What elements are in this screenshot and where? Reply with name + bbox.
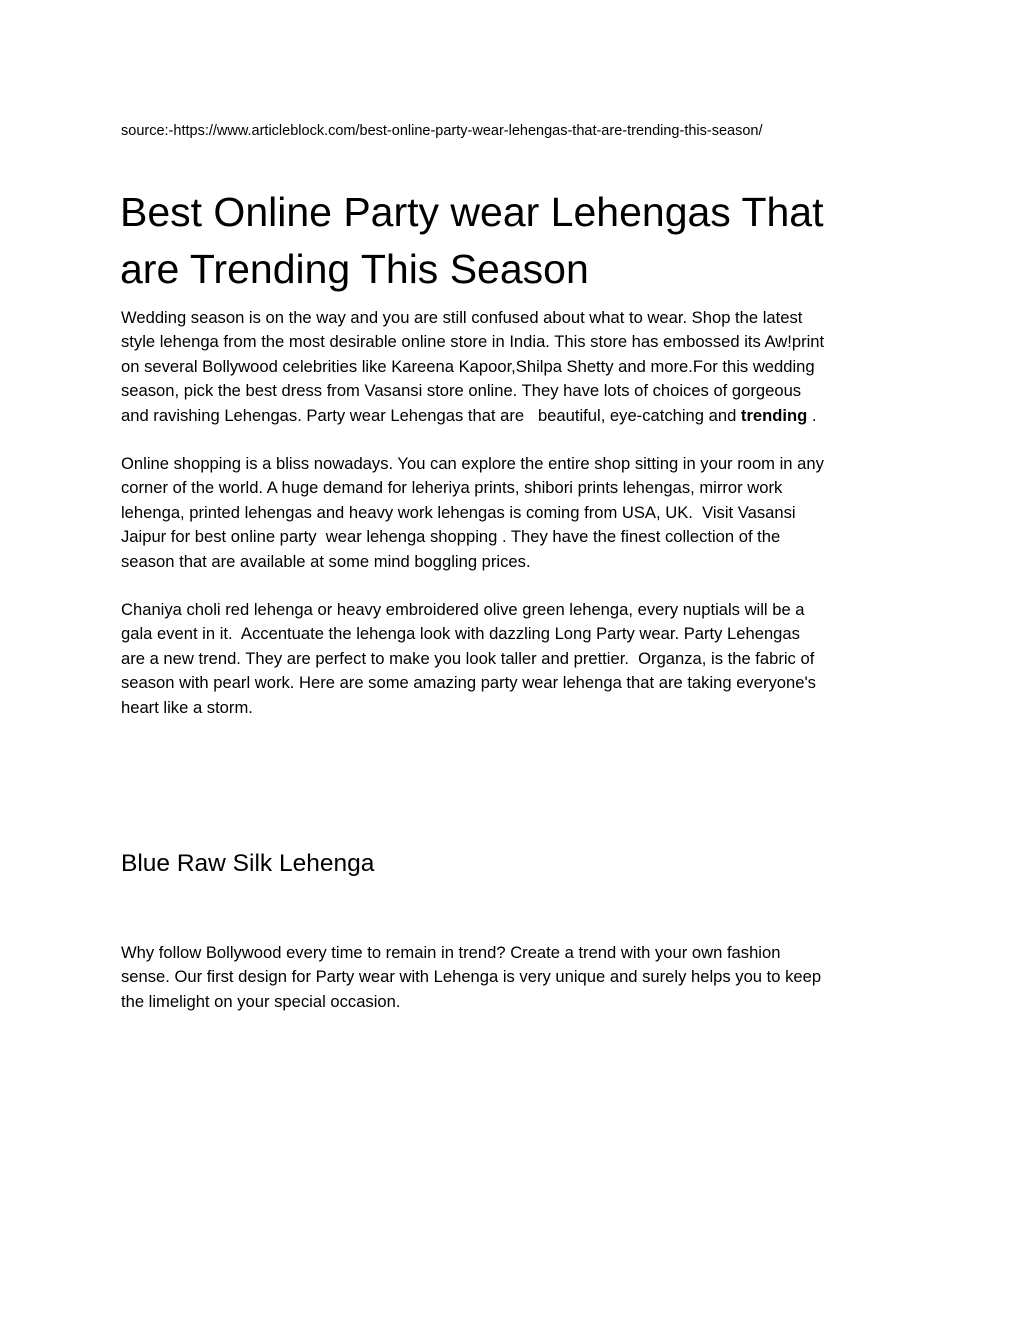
text-segment: . (807, 405, 817, 425)
title-line: are Trending This Season (120, 246, 589, 292)
paragraph-blue-raw-silk (121, 941, 911, 1014)
text-line: style lehenga from the most desirable online store in India. This store has embossed its Aw!print (121, 332, 825, 352)
text-line: season, pick the best dress from Vasansi store online. They have lots of choices of gorgeous (121, 381, 802, 401)
text-line (121, 404, 911, 428)
text-line: Chaniya choli red lehenga or heavy embroidered olive green lehenga, every nuptials will be a (121, 600, 805, 619)
text-line: gala event in it. Accentuate the lehenga look with dazzling Long Party wear. Party Lehengas (121, 624, 800, 644)
text-line: season that are available at some mind boggling prices. (121, 551, 531, 571)
text-line: on several Bollywood celebrities like Kareena Kapoor,Shilpa Shetty and more.For this wedding (121, 356, 815, 376)
text-line: Why follow Bollywood every time to remain in trend? Create a trend with your own fashion (121, 943, 781, 962)
text-line: heart like a storm. (121, 697, 253, 717)
text-line: corner of the world. A huge demand for leheriya prints, shibori prints lehengas, mirror work (121, 478, 783, 498)
bold-keyword: trending (740, 405, 808, 425)
text-line: Jaipur for best online party wear lehenga shopping . They have the finest collection of the (121, 527, 781, 547)
article-title (120, 184, 920, 298)
text-line: season with pearl work. Here are some amazing party wear lehenga that are taking everyone's (121, 673, 816, 693)
section-heading: Blue Raw Silk Lehenga (121, 850, 375, 877)
paragraph-chaniya-choli (121, 598, 911, 720)
text-segment: and ravishing Lehengas. Party wear Lehengas that are beautiful, eye-catching and (121, 405, 741, 425)
title-line: Best Online Party wear Lehengas That (120, 189, 824, 235)
source-url: source:-https://www.articleblock.com/best-online-party-wear-lehengas-that-are-trending-this-season/ (121, 123, 763, 139)
text-line: are a new trend. They are perfect to make you look taller and prettier. Organza, is the fabric of (121, 648, 815, 668)
paragraph-intro (121, 306, 911, 428)
text-line: Wedding season is on the way and you are still confused about what to wear. Shop the latest (121, 308, 803, 327)
text-line: the limelight on your special occasion. (121, 991, 401, 1011)
paragraph-online-shopping (121, 452, 911, 574)
text-line: lehenga, printed lehengas and heavy work lehengas is coming from USA, UK. Visit Vasansi (121, 502, 796, 522)
text-line: Online shopping is a bliss nowadays. You can explore the entire shop sitting in your room in any (121, 454, 824, 473)
text-line: sense. Our first design for Party wear with Lehenga is very unique and surely helps you to keep (121, 967, 822, 987)
